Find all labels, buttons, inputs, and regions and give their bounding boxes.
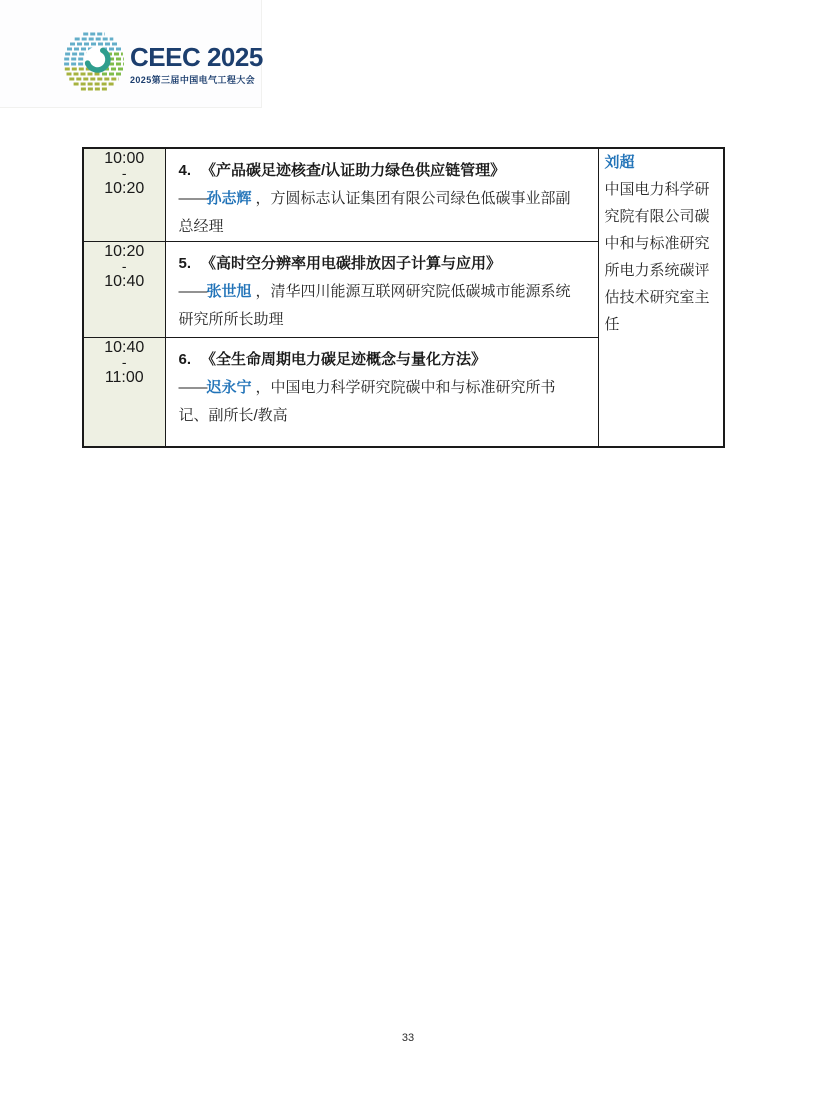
talk-title [179, 346, 586, 374]
time-end: 11:00 [104, 369, 144, 386]
talk-title-text: 《产品碳足迹核查/认证助力绿色供应链管理》 [201, 162, 506, 179]
page-number: 33 [401, 1032, 415, 1044]
talk-speaker-line [179, 374, 586, 430]
talk-speaker-line [179, 278, 586, 334]
speaker-name: 孙志辉 [206, 190, 252, 207]
speaker-dash: —— [178, 190, 207, 207]
time-start: 10:40 [104, 339, 145, 356]
agenda-row [83, 148, 724, 242]
host-title: 中国电力科学研究院有限公司碳中和与标准研究所电力系统碳评估技术研究室主任 [604, 181, 710, 333]
speaker-affiliation: ，中国电力科学研究院碳中和与标准研究所书记、副所长/教高 [178, 379, 556, 424]
host-name: 刘超 [604, 154, 635, 171]
speaker-affiliation: ，方圆标志认证集团有限公司绿色低碳事业部副总经理 [178, 190, 571, 235]
speaker-dash: —— [178, 283, 207, 300]
talk-cell [165, 338, 598, 447]
brand-text [130, 42, 263, 86]
time-separator: - [121, 258, 127, 274]
speaker-name: 张世旭 [206, 283, 252, 300]
talk-title [179, 157, 586, 185]
agenda-table [82, 147, 725, 448]
time-separator: - [121, 165, 127, 181]
time-start: 10:00 [104, 150, 145, 167]
brand-title: CEEC 2025 [130, 42, 263, 72]
talk-title-text: 《全生命周期电力碳足迹概念与量化方法》 [201, 351, 487, 368]
time-cell [83, 242, 165, 338]
time-cell [83, 338, 165, 447]
talk-number: 5. [178, 255, 192, 272]
talk-title [179, 250, 586, 278]
globe-stripes-icon [61, 29, 127, 95]
time-end: 10:40 [104, 273, 145, 290]
host-cell [598, 148, 724, 447]
conference-logo [0, 0, 262, 108]
talk-speaker-line [179, 185, 586, 241]
time-end: 10:20 [104, 180, 145, 197]
time-start: 10:20 [104, 243, 145, 260]
speaker-dash: —— [178, 379, 207, 396]
speaker-name: 迟永宁 [206, 379, 252, 396]
talk-number: 6. [178, 351, 192, 368]
talk-title-text: 《高时空分辨率用电碳排放因子计算与应用》 [201, 255, 502, 272]
talk-cell [165, 148, 598, 242]
time-cell [83, 148, 165, 242]
speaker-affiliation: ，清华四川能源互联网研究院低碳城市能源系统研究所所长助理 [178, 283, 571, 328]
talk-number: 4. [178, 162, 192, 179]
time-separator: - [121, 354, 127, 370]
talk-cell [165, 242, 598, 338]
brand-subtitle: 2025第三届中国电气工程大会 [130, 75, 256, 85]
